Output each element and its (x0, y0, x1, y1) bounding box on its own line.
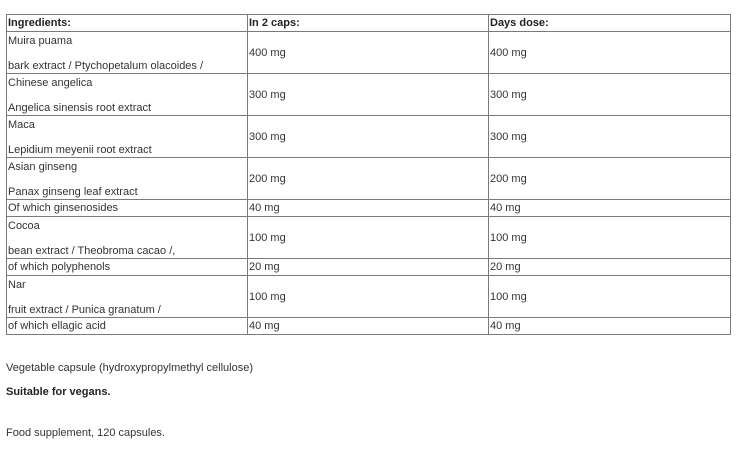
ingredient-name: of which ellagic acid (7, 318, 248, 335)
ingredient-name: Nar (8, 278, 26, 291)
caps-amount: 40 mg (248, 200, 489, 217)
table-row (7, 276, 731, 318)
table-row (7, 116, 731, 158)
ingredient-detail: Lepidium meyenii root extract (8, 143, 152, 156)
header-in-2-caps: In 2 caps: (248, 15, 489, 32)
caps-amount: 40 mg (248, 318, 489, 335)
caps-amount: 400 mg (248, 32, 489, 74)
table-row (7, 318, 731, 335)
dose-amount: 400 mg (489, 32, 731, 74)
ingredient-detail: bean extract / Theobroma cacao /, (8, 244, 176, 257)
caps-amount: 300 mg (248, 116, 489, 158)
ingredient-name: Cocoa (8, 219, 40, 232)
table-row (7, 32, 731, 74)
ingredient-cell (7, 158, 248, 200)
dose-amount: 300 mg (489, 116, 731, 158)
ingredient-name: Of which ginsenosides (7, 200, 248, 217)
dose-amount: 40 mg (489, 318, 731, 335)
caps-amount: 200 mg (248, 158, 489, 200)
ingredient-cell (7, 276, 248, 318)
table-header-row (7, 15, 731, 32)
dose-amount: 20 mg (489, 259, 731, 276)
ingredient-name: Asian ginseng (8, 160, 78, 173)
table-row (7, 259, 731, 276)
dose-amount: 100 mg (489, 217, 731, 259)
ingredient-cell (7, 32, 248, 74)
header-ingredients: Ingredients: (7, 15, 248, 32)
table-row (7, 200, 731, 217)
caps-amount: 20 mg (248, 259, 489, 276)
capsule-note: Vegetable capsule (hydroxypropylmethyl cellulose) (6, 362, 254, 374)
dose-amount: 100 mg (489, 276, 731, 318)
ingredient-name: of which polyphenols (7, 259, 248, 276)
caps-amount: 300 mg (248, 74, 489, 116)
header-days-dose: Days dose: (489, 15, 731, 32)
vegan-note: Suitable for vegans. (6, 386, 111, 398)
table-row (7, 74, 731, 116)
table-row (7, 158, 731, 200)
ingredient-name: Chinese angelica (8, 76, 93, 89)
ingredients-table (6, 14, 731, 335)
caps-amount: 100 mg (248, 276, 489, 318)
food-supplement-note: Food supplement, 120 capsules. (6, 427, 165, 439)
ingredient-detail: bark extract / Ptychopetalum olacoides / (8, 59, 204, 72)
dose-amount: 300 mg (489, 74, 731, 116)
ingredient-cell (7, 116, 248, 158)
ingredient-detail: Panax ginseng leaf extract (8, 185, 138, 198)
dose-amount: 200 mg (489, 158, 731, 200)
ingredient-name: Muira puama (8, 34, 73, 47)
ingredient-name: Maca (8, 118, 35, 131)
caps-amount: 100 mg (248, 217, 489, 259)
ingredient-detail: fruit extract / Punica granatum / (8, 303, 161, 316)
ingredient-cell (7, 74, 248, 116)
table-row (7, 217, 731, 259)
dose-amount: 40 mg (489, 200, 731, 217)
ingredient-detail: Angelica sinensis root extract (8, 101, 152, 114)
ingredient-cell (7, 217, 248, 259)
